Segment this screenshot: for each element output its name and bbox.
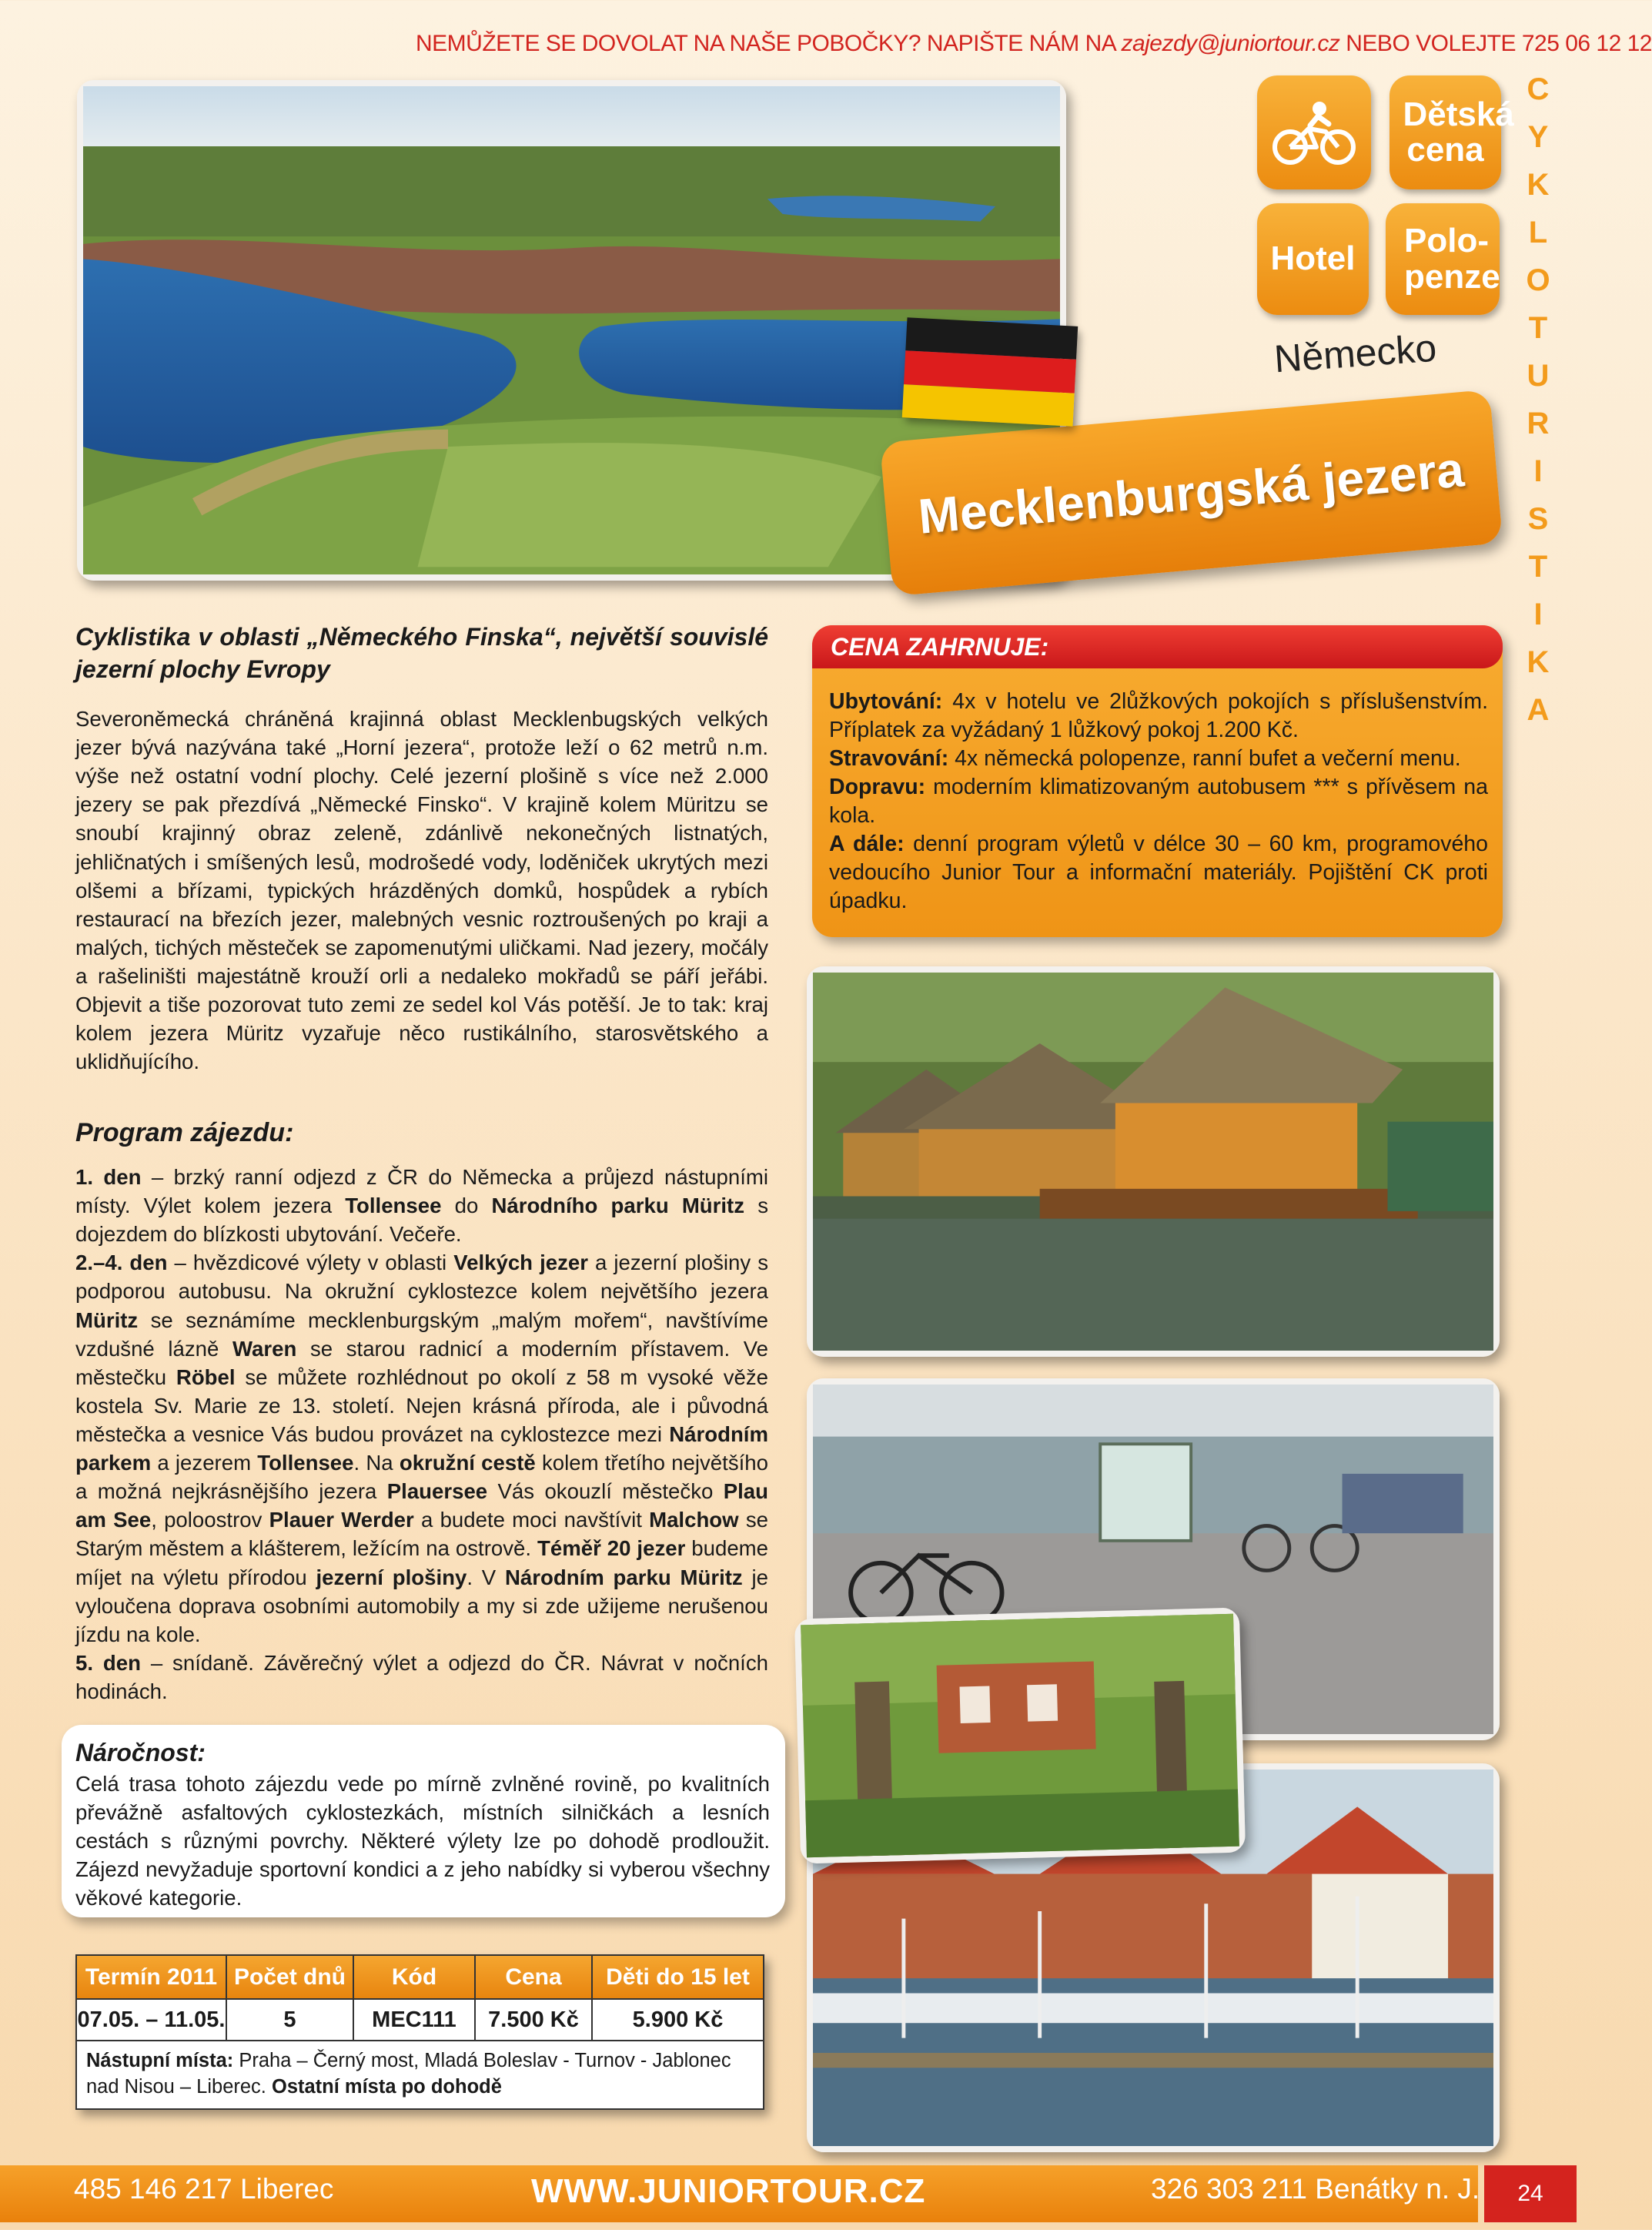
half-board-label: Polo-penze (1404, 222, 1500, 296)
price-includes-text (829, 688, 1488, 916)
trip-title: Mecklenburgská jezera (916, 441, 1466, 544)
child-price-label: Dětská cena (1403, 95, 1514, 169)
category-letter: A (1527, 693, 1550, 727)
boarding-places: Nástupní místa: Praha – Černý most, Mladá Boleslav - Turnov - Jablonec nad Nisou – Liberec. Ostatní místa po dohodě (86, 2050, 731, 2098)
price-table-row (77, 1999, 763, 2041)
program-heading: Program zájezdu: (75, 1118, 294, 1147)
includes-transport: Dopravu: moderním klimatizovaným autobusem *** s přívěsem na kola. (829, 775, 1488, 829)
boathouses-photo (807, 966, 1500, 1357)
category-letter: I (1533, 598, 1543, 631)
program-day-1: 1. den – brzký ranní odjezd z ČR do Německa a průjezd nástupními místy. Výlet kolem jezera Tollensee do Národního parku Müritz s dojezdem do blízkosti ubytování. Večeře. (75, 1165, 768, 1247)
description-text: Severoněmecká chráněná krajinná oblast Mecklenbugských velkých jezer bývá nazývána také „Horní jezera“, protože leží o 62 metrů n.m. výše než ostatní vodní plochy. Celé jezerní plošině s více než 2.000 jezery se pak přezdívá „Německé Finsko“. V krajině kolem Müritzu se snoubí krajinný obraz zeleně, zdánlivě nekonečných listnatých, jehličnatých i smíšených lesů, modrošedé vody, loděniček ukrytých mezi olšemi a břízami, typických hrázděných domků, hospůdek a rybích restaurací na březích jezer, malebných vesnic roztroušených po kraji a malých, tichých městeček se zapomenutými uličkami. Nad jezery, močály a rašeliništi majestátně krouží orli a nedaleko mokřadů se páří jeřábi. Objevit a tiše pozorovat tuto zemi ze sedel kol Vás potěší. Je to tak: kraj kolem jezera Müritz vyzařuje něco rustikálního, starosvětského a uklidňujícího. (75, 707, 768, 1074)
cell-price: 7.500 Kč (475, 1999, 592, 2041)
category-letter: Y (1527, 120, 1549, 154)
category-letter: O (1526, 263, 1550, 297)
difficulty-text: Celá trasa tohoto zájezdu vede po mírně zvlněné rovině, po kvalitních převážně asfaltových cyklostezkách, místních silničkách a lesních cestách s různými povrchy. Některé výlety lze po dohodě prodloužit. Zájezd nevyžaduje sportovní kondici a z jeho nabídky si vyberou všechny věkové kategorie. (75, 1772, 770, 1910)
germany-flag (902, 317, 1078, 426)
contact-email-link[interactable]: zajezdy@juniortour.cz (1121, 31, 1340, 56)
contact-line (416, 31, 1652, 65)
category-letter: T (1528, 550, 1548, 584)
cell-code: MEC111 (353, 1999, 475, 2041)
category-vertical-label (1521, 74, 1555, 742)
lead-heading: Cyklistika v oblasti „Německého Finska“, největší souvislé jezerní plochy Evropy (75, 623, 768, 684)
includes-accommodation: Ubytování: 4x v hotelu ve 2lůžkových pokojích s příslušenstvím. Příplatek za vyžádaný 1 lůžkový pokoj 1.200 Kč. (829, 689, 1488, 743)
col-code: Kód (353, 1956, 475, 1999)
hotel-badge (1257, 203, 1369, 315)
cell-days: 5 (226, 1999, 353, 2041)
country-label: Německo (1272, 326, 1438, 381)
col-price: Cena (475, 1956, 592, 1999)
includes-other: A dále: denní program výletů v délce 30 – 60 km, programového vedoucího Junior Tour a informační materiály. Pojištění CK proti úpadku. (829, 832, 1488, 914)
bicycle-icon (1272, 98, 1356, 167)
category-letter: K (1527, 168, 1550, 202)
village-garden-photo (794, 1607, 1246, 1863)
difficulty-box (62, 1725, 785, 1917)
contact-suffix: NEBO VOLEJTE 725 06 12 12 (1339, 31, 1652, 56)
price-table-header-row (77, 1956, 763, 1999)
footer-phone-benatky: 326 303 211 Benátky n. J. (1151, 2173, 1480, 2205)
category-letter: S (1527, 502, 1549, 536)
category-letter: L (1528, 216, 1548, 249)
col-term: Termín 2011 (77, 1956, 226, 1999)
category-letter: T (1528, 311, 1548, 345)
category-letter: U (1527, 359, 1550, 393)
page-number: 24 (1484, 2165, 1577, 2222)
contact-prefix: NEMŮŽETE SE DOVOLAT NA NAŠE POBOČKY? NAPIŠTE NÁM NA (416, 31, 1122, 56)
difficulty-heading: Náročnost: (75, 1739, 206, 1766)
price-table (75, 1954, 764, 2110)
program-text (75, 1163, 768, 1706)
category-letter: C (1527, 72, 1550, 106)
child-price-badge (1389, 75, 1514, 189)
price-includes-heading: CENA ZAHRNUJE: (812, 625, 1503, 668)
hotel-label: Hotel (1270, 239, 1356, 278)
col-days: Počet dnů (226, 1956, 353, 1999)
footer-phone-liberec: 485 146 217 Liberec (74, 2173, 334, 2205)
half-board-badge (1386, 203, 1500, 315)
cell-child-price: 5.900 Kč (592, 1999, 763, 2041)
footer-website-link[interactable]: WWW.JUNIORTOUR.CZ (531, 2172, 926, 2210)
bicycle-badge (1257, 75, 1371, 189)
category-letter: K (1527, 645, 1550, 679)
program-day-2-4: 2.–4. den – hvězdicové výlety v oblasti Velkých jezer a jezerní plošiny s podporou autobusu. Na okružní cyklostezce kolem největšího jezera Müritz se seznámíme mecklenburgským „malým mořem“, navštívíme vzdušné lázně Waren se starou radnicí a moderním přístavem. Ve městečku Röbel se můžete rozhlédnout po okolí z 58 m vysoké věže kostela Sv. Marie ze 13. století. Nejen krásná příroda, ale i původná městečka a vesnice Vás budou provázet na cyklostezce mezi Národním parkem a jezerem Tollensee. Na okružní cestě kolem třetího největšího a možná nejkrásnějšího jezera Plauersee Vás okouzlí městečko Plau am See, poloostrov Plauer Werder a budete moci navštívit Malchow se Starým městem a klášterem, ležícím na ostrově. Téměř 20 jezer budeme míjet na výletu přírodou jezerní plošiny. V Národním parku Müritz je vyloučena doprava osobními automobily a my si zde užijeme nerušenou jízdu na kole. (75, 1251, 769, 1646)
program-day-5: 5. den – snídaně. Závěrečný výlet a odjezd do ČR. Návrat v nočních hodinách. (75, 1650, 768, 1703)
col-child-price: Děti do 15 let (592, 1956, 763, 1999)
category-letter: I (1533, 454, 1543, 488)
cell-term: 07.05. – 11.05. (77, 1999, 226, 2041)
category-letter: R (1527, 407, 1550, 440)
includes-board: Stravování: 4x německá polopenze, ranní bufet a večerní menu. (829, 746, 1461, 772)
